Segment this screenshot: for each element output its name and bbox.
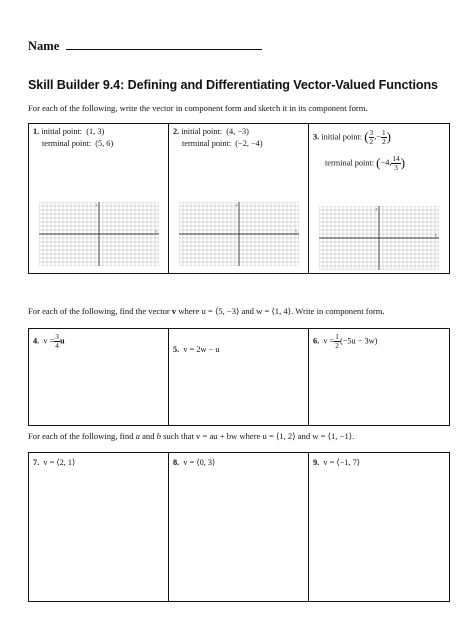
expression-rhs: u <box>59 336 65 346</box>
problem-number: 9. <box>313 458 320 467</box>
worksheet-title: Skill Builder 9.4: Defining and Differentiating Vector-Valued Functions <box>28 78 438 92</box>
initial-label: initial point: <box>181 127 223 136</box>
initial-point: (4, −3) <box>226 127 249 136</box>
expression-lhs: v = <box>323 336 335 346</box>
expression-rhs: (−5u − 3w) <box>339 336 378 346</box>
x-axis-label: x <box>435 232 437 238</box>
coordinate-plane[interactable] <box>39 202 159 266</box>
problem-number: 2. <box>173 127 180 136</box>
expression: v = ⟨0, 3⟩ <box>183 458 216 467</box>
initial-point: ( $\frac{3}{2}$ ,− $\frac{1}{2}$ ) <box>364 128 391 146</box>
problem-6-cell[interactable]: 6. v = $\frac{1}{2}$ (−5u − 3w) <box>313 332 378 350</box>
coordinate-plane[interactable] <box>179 202 299 266</box>
problem-8-cell[interactable] <box>169 453 309 601</box>
terminal-label: terminal point: <box>182 139 232 148</box>
section3-instruction: For each of the following, find a and b such that v = au + bw where u = ⟨1, 2⟩ and w = ⟨1, −1⟩. <box>28 431 355 441</box>
problem-7-cell[interactable] <box>29 453 169 601</box>
problem-number: 5. <box>173 345 180 354</box>
initial-point: (1, 3) <box>86 127 105 136</box>
terminal-point: (5, 6) <box>95 139 114 148</box>
problem-9-cell[interactable] <box>309 453 449 601</box>
problem-number: 7. <box>33 458 40 467</box>
name-blank-line[interactable] <box>66 38 262 50</box>
problem-number: 4. <box>33 336 40 346</box>
problems-row-1 <box>28 123 450 274</box>
expression: v = 2w − u <box>183 345 220 354</box>
problem-number: 8. <box>173 458 180 467</box>
terminal-point: (−4, $\frac{14}{3}$ ) <box>376 154 406 172</box>
x-axis-label: x <box>295 228 297 234</box>
problem-number: 6. <box>313 336 320 346</box>
name-field <box>28 38 262 54</box>
problem-3-cell[interactable] <box>309 124 449 273</box>
problems-row-2 <box>28 328 450 426</box>
problems-row-3 <box>28 452 450 602</box>
problem-2-cell[interactable] <box>169 124 309 273</box>
x-axis-label: x <box>155 228 157 234</box>
problem-1-cell[interactable] <box>29 124 169 273</box>
expression: v = ⟨2, 1⟩ <box>43 458 76 467</box>
y-axis-label: y <box>375 206 378 211</box>
initial-label: initial point: <box>321 132 363 142</box>
coordinate-plane[interactable] <box>319 206 439 270</box>
expression-lhs: v = <box>43 336 55 346</box>
problem-number: 1. <box>33 127 40 136</box>
problem-number: 3. <box>313 132 320 142</box>
initial-label: initial point: <box>41 127 83 136</box>
problem-5-cell[interactable] <box>169 329 309 425</box>
y-axis-label: y <box>235 202 238 207</box>
terminal-point: (−2, −4) <box>235 139 263 148</box>
section2-instruction: For each of the following, find the vector v where u = ⟨5, −3⟩ and w = ⟨1, 4⟩. Write in component form. <box>28 306 385 316</box>
expression: v = ⟨−1, 7⟩ <box>323 458 360 467</box>
terminal-label: terminal point: <box>325 158 375 168</box>
y-axis-label: y <box>95 202 98 207</box>
terminal-label: terminal point: <box>42 139 92 148</box>
name-label: Name <box>28 39 60 53</box>
section1-instruction: For each of the following, write the vector in component form and sketch it in its component form. <box>28 103 368 113</box>
problem-4-cell[interactable]: 4. v = $\frac{3}{4}$ u <box>29 329 169 425</box>
